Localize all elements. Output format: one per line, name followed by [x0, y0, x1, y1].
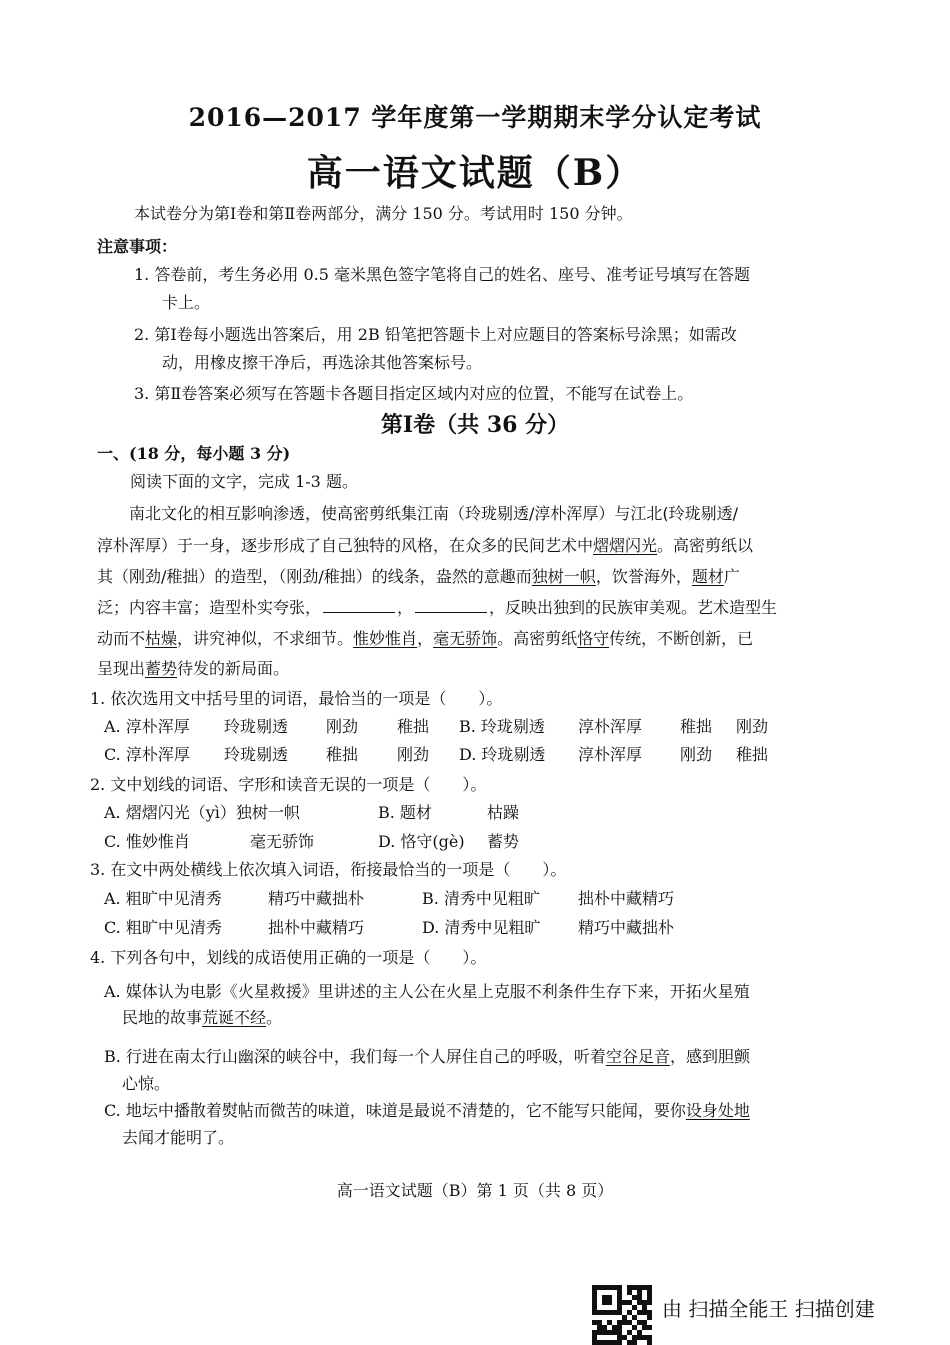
page-title: 高一语文试题（B）: [306, 152, 644, 194]
q3-option-d-word: 精巧中藏拙朴: [578, 918, 675, 937]
passage-text: 其（刚劲/稚拙）的造型，（刚劲/稚拙）的线条，盎然的意趣而: [97, 567, 532, 586]
passage-text: ，: [397, 598, 414, 617]
notice-item-1-cont: 卡上。: [162, 293, 211, 312]
notice-item-2-cont: 动，用橡皮擦干净后，再选涂其他答案标号。: [162, 353, 483, 372]
qr-module: [647, 1340, 652, 1345]
q2-option-d[interactable]: D. 恪守(gè): [378, 832, 465, 851]
underlined-term: 设身处地: [685, 1101, 750, 1120]
q3-option-b-word: 拙朴中藏精巧: [578, 889, 675, 908]
q1-option-b[interactable]: B. 玲珑剔透: [459, 717, 545, 736]
q4-option-b-cont: 心惊。: [122, 1074, 171, 1093]
q3-option-a[interactable]: A. 粗旷中见清秀: [104, 889, 222, 908]
question-3-stem: 3. 在文中两处横线上依次填入词语，衔接最恰当的一项是（ ）。: [90, 860, 567, 879]
passage-text: 。高密剪纸: [497, 629, 578, 648]
passage-line: [97, 626, 753, 649]
fill-blank-2[interactable]: [415, 598, 487, 613]
passage-text: 泛；内容丰富；造型朴实夸张，: [97, 598, 322, 617]
passage-line: [97, 501, 738, 524]
underlined-term: 蓄势: [145, 659, 178, 678]
passage-line: [97, 564, 740, 587]
q4-option-a-cont: [122, 1005, 282, 1028]
qr-code-icon: [592, 1285, 652, 1345]
passage-line: [97, 533, 753, 556]
passage-text: 南北文化的相互影响渗透，使高密剪纸集江南（玲珑剔透/淳朴浑厚）与江北(玲珑剔透/: [97, 504, 739, 523]
reading-instruction: 阅读下面的文字，完成 1-3 题。: [130, 472, 358, 491]
q1-option-c[interactable]: C. 淳朴浑厚: [104, 745, 190, 764]
q1-option-b-word: 稚拙: [680, 717, 713, 736]
q3-option-a-word: 精巧中藏拙朴: [268, 889, 365, 908]
passage-text: ，: [417, 629, 434, 648]
underlined-term: 惟妙惟肖: [353, 629, 418, 648]
underlined-term: 荒诞不经: [202, 1008, 267, 1027]
q4-option-b[interactable]: [104, 1044, 750, 1067]
q3-option-c-word: 拙朴中藏精巧: [268, 918, 365, 937]
q1-option-a-word: 刚劲: [326, 717, 359, 736]
q2-option-d-word: 蓄势: [487, 832, 520, 851]
notice-item-2: 2. 第Ⅰ卷每小题选出答案后，用 2B 铅笔把答题卡上对应题目的答案标号涂黑；如需改: [134, 325, 737, 344]
passage-text: ，反映出独到的民族审美观。艺术造型生: [489, 598, 778, 617]
scanner-watermark: 由 扫描全能王 扫描创建: [662, 1297, 875, 1321]
passage-text: 传统，不断创新，已: [609, 629, 754, 648]
option-text: C. 地坛中播散着熨帖而微苦的味道，味道是最说不清楚的，它不能写只能闻，要你: [104, 1101, 686, 1120]
question-1-stem: 1. 依次选用文中括号里的词语，最恰当的一项是（ ）。: [90, 689, 503, 708]
q3-option-c[interactable]: C. 粗旷中见清秀: [104, 918, 222, 937]
q4-option-a[interactable]: A. 媒体认为电影《火星救援》里讲述的主人公在火星上克服不利条件生存下来，开拓火星殖: [104, 982, 750, 1001]
underlined-term: 空谷足音: [605, 1047, 670, 1066]
section-title: 第Ⅰ卷（共 36 分）: [380, 412, 570, 438]
passage-text: 淳朴浑厚）于一身，逐步形成了自己独特的风格，在众多的民间艺术中: [97, 536, 594, 555]
option-text: B. 行进在南太行山幽深的峡谷中，我们每一个人屏住自己的呼吸，听着: [104, 1047, 606, 1066]
q3-option-d[interactable]: D. 清秀中见粗旷: [422, 918, 541, 937]
underlined-term: 熠熠闪光: [593, 536, 658, 555]
option-text: 民地的故事: [122, 1008, 203, 1027]
passage-text: 呈现出: [97, 659, 146, 678]
exam-intro: 本试卷分为第Ⅰ卷和第Ⅱ卷两部分，满分 150 分。考试用时 150 分钟。: [134, 204, 633, 223]
q1-option-a-word: 玲珑剔透: [224, 717, 289, 736]
passage-line: [97, 595, 777, 618]
fill-blank-1[interactable]: [323, 598, 395, 613]
page-footer: 高一语文试题（B）第 1 页（共 8 页）: [336, 1181, 614, 1200]
q1-option-b-word: 刚劲: [736, 717, 769, 736]
notice-item-1: 1. 答卷前，考生务必用 0.5 毫米黑色签字笔将自己的姓名、座号、准考证号填写在答题: [134, 265, 750, 284]
exam-title: 2016—2017 学年度第一学期期末学分认定考试: [188, 103, 762, 132]
passage-text: 动而不: [97, 629, 146, 648]
passage-text: 待发的新局面。: [177, 659, 290, 678]
q2-option-b[interactable]: B. 题材: [378, 803, 432, 822]
q1-option-b-word: 淳朴浑厚: [578, 717, 643, 736]
q4-option-c[interactable]: [104, 1098, 750, 1121]
q4-option-c-cont: 去闻才能明了。: [122, 1128, 235, 1147]
q1-option-d[interactable]: D. 玲珑剔透: [459, 745, 546, 764]
passage-text: ，讲究神似，不求细节。: [177, 629, 354, 648]
q1-option-c-word: 玲珑剔透: [224, 745, 289, 764]
question-2-stem: 2. 文中划线的词语、字形和读音无误的一项是（ ）。: [90, 775, 487, 794]
q2-option-b-word: 枯躁: [487, 803, 520, 822]
underlined-term: 恪守: [577, 629, 610, 648]
q3-option-b[interactable]: B. 清秀中见粗旷: [422, 889, 540, 908]
q1-option-d-word: 稚拙: [736, 745, 769, 764]
underlined-term: 枯燥: [145, 629, 178, 648]
passage-text: ，饮誉海外，: [595, 567, 692, 586]
q2-option-c[interactable]: C. 惟妙惟肖: [104, 832, 190, 851]
passage-line: [97, 656, 289, 679]
passage-text: 。高密剪纸以: [657, 536, 754, 555]
q2-option-a[interactable]: A. 熠熠闪光（yì）独树一帜: [104, 803, 300, 822]
underlined-term: 题材: [691, 567, 724, 586]
q2-option-c-word: 毫无骄饰: [250, 832, 315, 851]
passage-text: 广: [723, 567, 740, 586]
notice-item-3: 3. 第Ⅱ卷答案必须写在答题卡各题目指定区域内对应的位置，不能写在试卷上。: [134, 384, 694, 403]
q1-option-d-word: 淳朴浑厚: [578, 745, 643, 764]
q1-option-c-word: 刚劲: [397, 745, 430, 764]
part-heading: 一、(18 分，每小题 3 分): [97, 444, 291, 463]
q1-option-c-word: 稚拙: [326, 745, 359, 764]
q1-option-a-word: 稚拙: [397, 717, 430, 736]
option-text: ，感到胆颤: [669, 1047, 750, 1066]
underlined-term: 独树一帜: [531, 567, 596, 586]
notice-heading: 注意事项：: [97, 237, 178, 256]
q1-option-a[interactable]: A. 淳朴浑厚: [104, 717, 190, 736]
underlined-term: 毫无骄饰: [433, 629, 498, 648]
option-text: 。: [266, 1008, 283, 1027]
question-4-stem: 4. 下列各句中，划线的成语使用正确的一项是（ ）。: [90, 948, 487, 967]
q1-option-d-word: 刚劲: [680, 745, 713, 764]
